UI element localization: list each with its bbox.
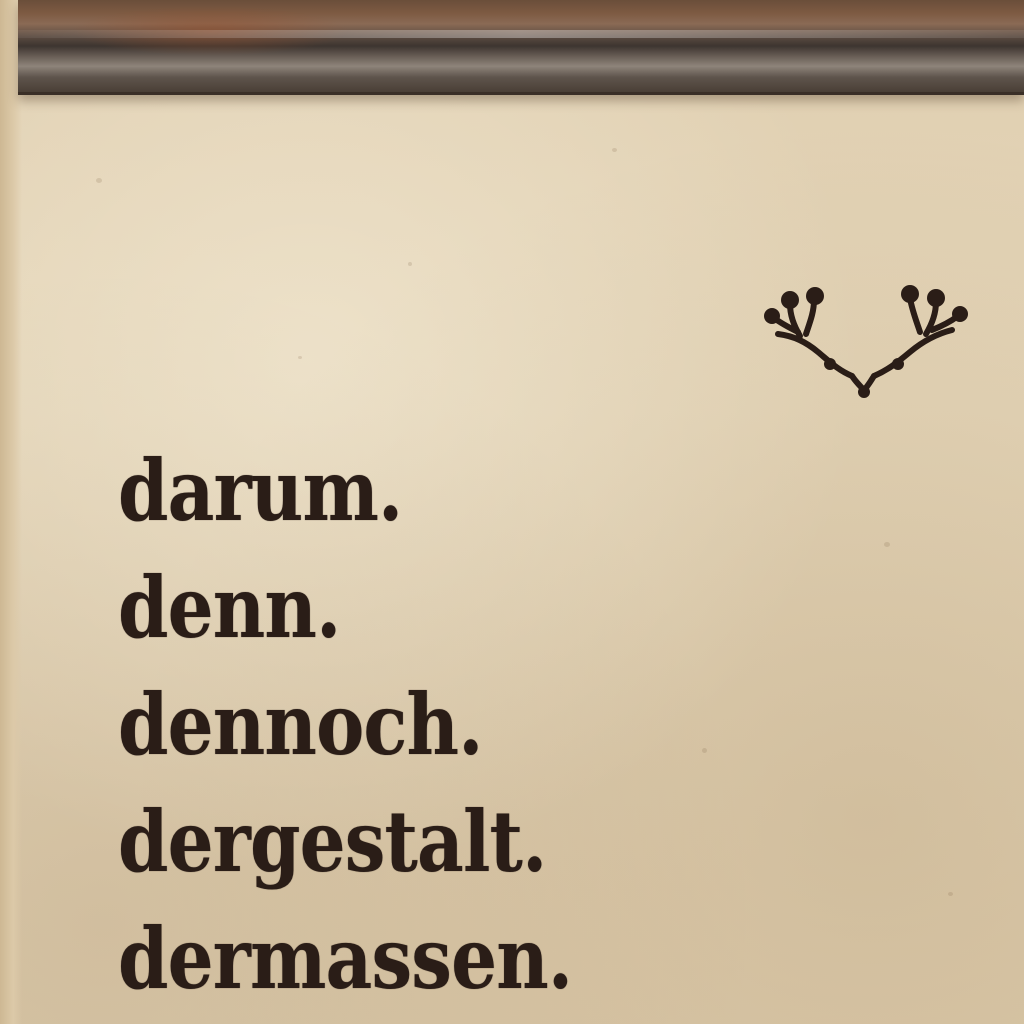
paper-speck xyxy=(612,148,617,152)
paper-speck xyxy=(702,748,707,753)
list-item-word: dergestalt. xyxy=(118,792,547,891)
list-item-word: darum. xyxy=(118,441,403,540)
paper-speck xyxy=(96,178,102,183)
list-item-word: dennoch. xyxy=(118,675,483,774)
binding-highlight xyxy=(18,30,1024,38)
paper-speck xyxy=(884,542,890,547)
word-list xyxy=(118,432,646,1017)
list-item-word: denn. xyxy=(118,558,341,657)
paper-speck xyxy=(948,892,953,896)
fleuron-ornament-icon xyxy=(760,282,970,400)
list-item-word: dermassen. xyxy=(118,909,573,1008)
paper-speck xyxy=(298,356,302,359)
paper-speck xyxy=(408,262,412,266)
page-left-edge xyxy=(0,0,22,1024)
